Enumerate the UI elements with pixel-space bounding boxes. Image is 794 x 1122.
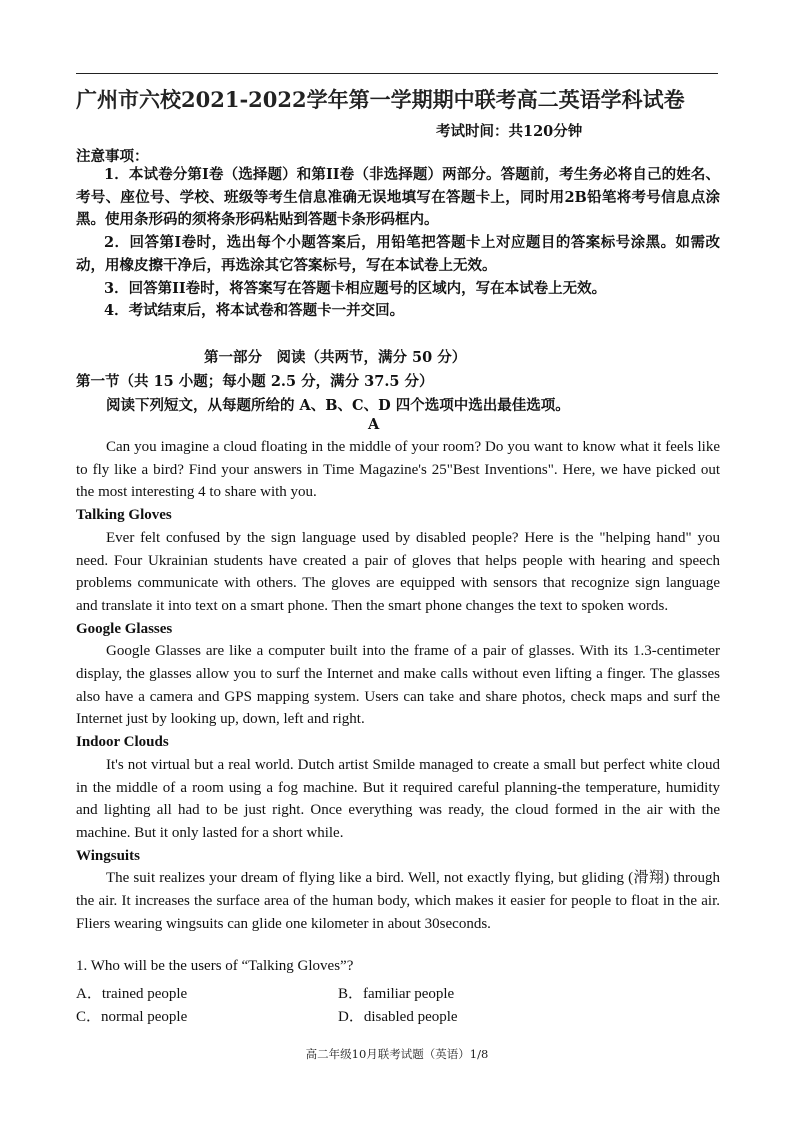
section-subtitle: 第一节（共 15 小题；每小题 2.5 分，满分 37.5 分）: [76, 373, 434, 390]
passage-heading: Indoor Clouds: [76, 734, 169, 751]
notice-item: 2．回答第I卷时，选出每个小题答案后，用铅笔把答题卡上对应题目的答案标号涂黑。如需改动，用橡皮擦干净后，再选涂其它答案标号，写在本试卷上无效。: [76, 234, 720, 274]
section-instruction: 阅读下列短文，从每题所给的 A、B、C、D 四个选项中选出最佳选项。: [106, 397, 570, 414]
page-footer: 高二年级10月联考试题（英语）1/8: [305, 1047, 489, 1061]
notice-list: [76, 164, 720, 323]
notice-item: 1．本试卷分第I卷（选择题）和第II卷（非选择题）两部分。答题前，考生务必将自己的姓名、考号、座位号、学校、班级等考生信息准确无误地填写在答题卡上，同时用2B铅笔将考号信息点涂黑。使用条形码的须将条形码粘贴到答题卡条形码框内。: [76, 166, 720, 229]
passage-heading: Talking Gloves: [76, 507, 172, 524]
passage-heading: Google Glasses: [76, 620, 173, 637]
option-c: C．normal people: [76, 1009, 188, 1025]
passage-body: [76, 436, 720, 935]
option-d: D．disabled people: [338, 1009, 458, 1025]
passage-paragraph: The suit realizes your dream of flying like a bird. Well, not exactly flying, but gliding (滑翔) through the air. It increases the surface area of the human body, which makes it easier for people to float in the air. Fliers wearing wingsuits can glide one kilometer in about 30seconds.: [76, 870, 720, 932]
passage-paragraph: Ever felt confused by the sign language used by disabled people? Here is the "helping hand" you need. Four Ukrainian students have created a pair of gloves that helps people with hearing and speech problems communicate with others. The gloves are equipped with sensors that recognize sign language and translate it into text on a smart phone. Then the smart phone changes the text to spoken words.: [76, 529, 720, 614]
exam-title: 广州市六校2021-2022学年第一学期期中联考高二英语学科试卷: [76, 87, 685, 112]
passage-heading: Wingsuits: [76, 847, 140, 864]
exam-time: 考试时间：共120分钟: [436, 123, 583, 140]
header-rule: [76, 73, 718, 74]
section-title: 第一部分 阅读（共两节，满分 50 分）: [204, 349, 467, 366]
passage-paragraph: It's not virtual but a real world. Dutch artist Smilde managed to create a small but perfect white cloud in the middle of a room using a fog machine. But it required careful planning-the temperature, humidity and lighting all had to be just right. Once everything was ready, the cloud formed in the air with the machine. But it only lasted for a short while.: [76, 756, 720, 841]
notice-heading: 注意事项：: [76, 148, 149, 165]
passage-paragraph: Google Glasses are like a computer built into the frame of a pair of glasses. With its 1.3-centimeter display, the glasses allow you to surf the Internet and make calls without even lifting a finger. The glasses also have a camera and GPS mapping system. Users can take and share photos, check maps and surf the Internet just by looking up, down, left and right.: [76, 643, 720, 728]
passage-intro: Can you imagine a cloud floating in the middle of your room? Do you want to know what it feels like to fly like a bird? Find your answers in Time Magazine's 25"Best Inventions". Here, we have picked out the most interesting 4 to share with you.: [76, 439, 720, 501]
notice-item: 3．回答第II卷时，将答案写在答题卡相应题号的区域内，写在本试卷上无效。: [104, 279, 607, 297]
question-stem: 1. Who will be the users of “Talking Gloves”?: [76, 958, 354, 974]
option-b: B．familiar people: [338, 986, 455, 1002]
notice-item: 4．考试结束后，将本试卷和答题卡一并交回。: [104, 302, 405, 320]
option-a: A．trained people: [76, 986, 188, 1002]
passage-label: A: [368, 416, 380, 433]
